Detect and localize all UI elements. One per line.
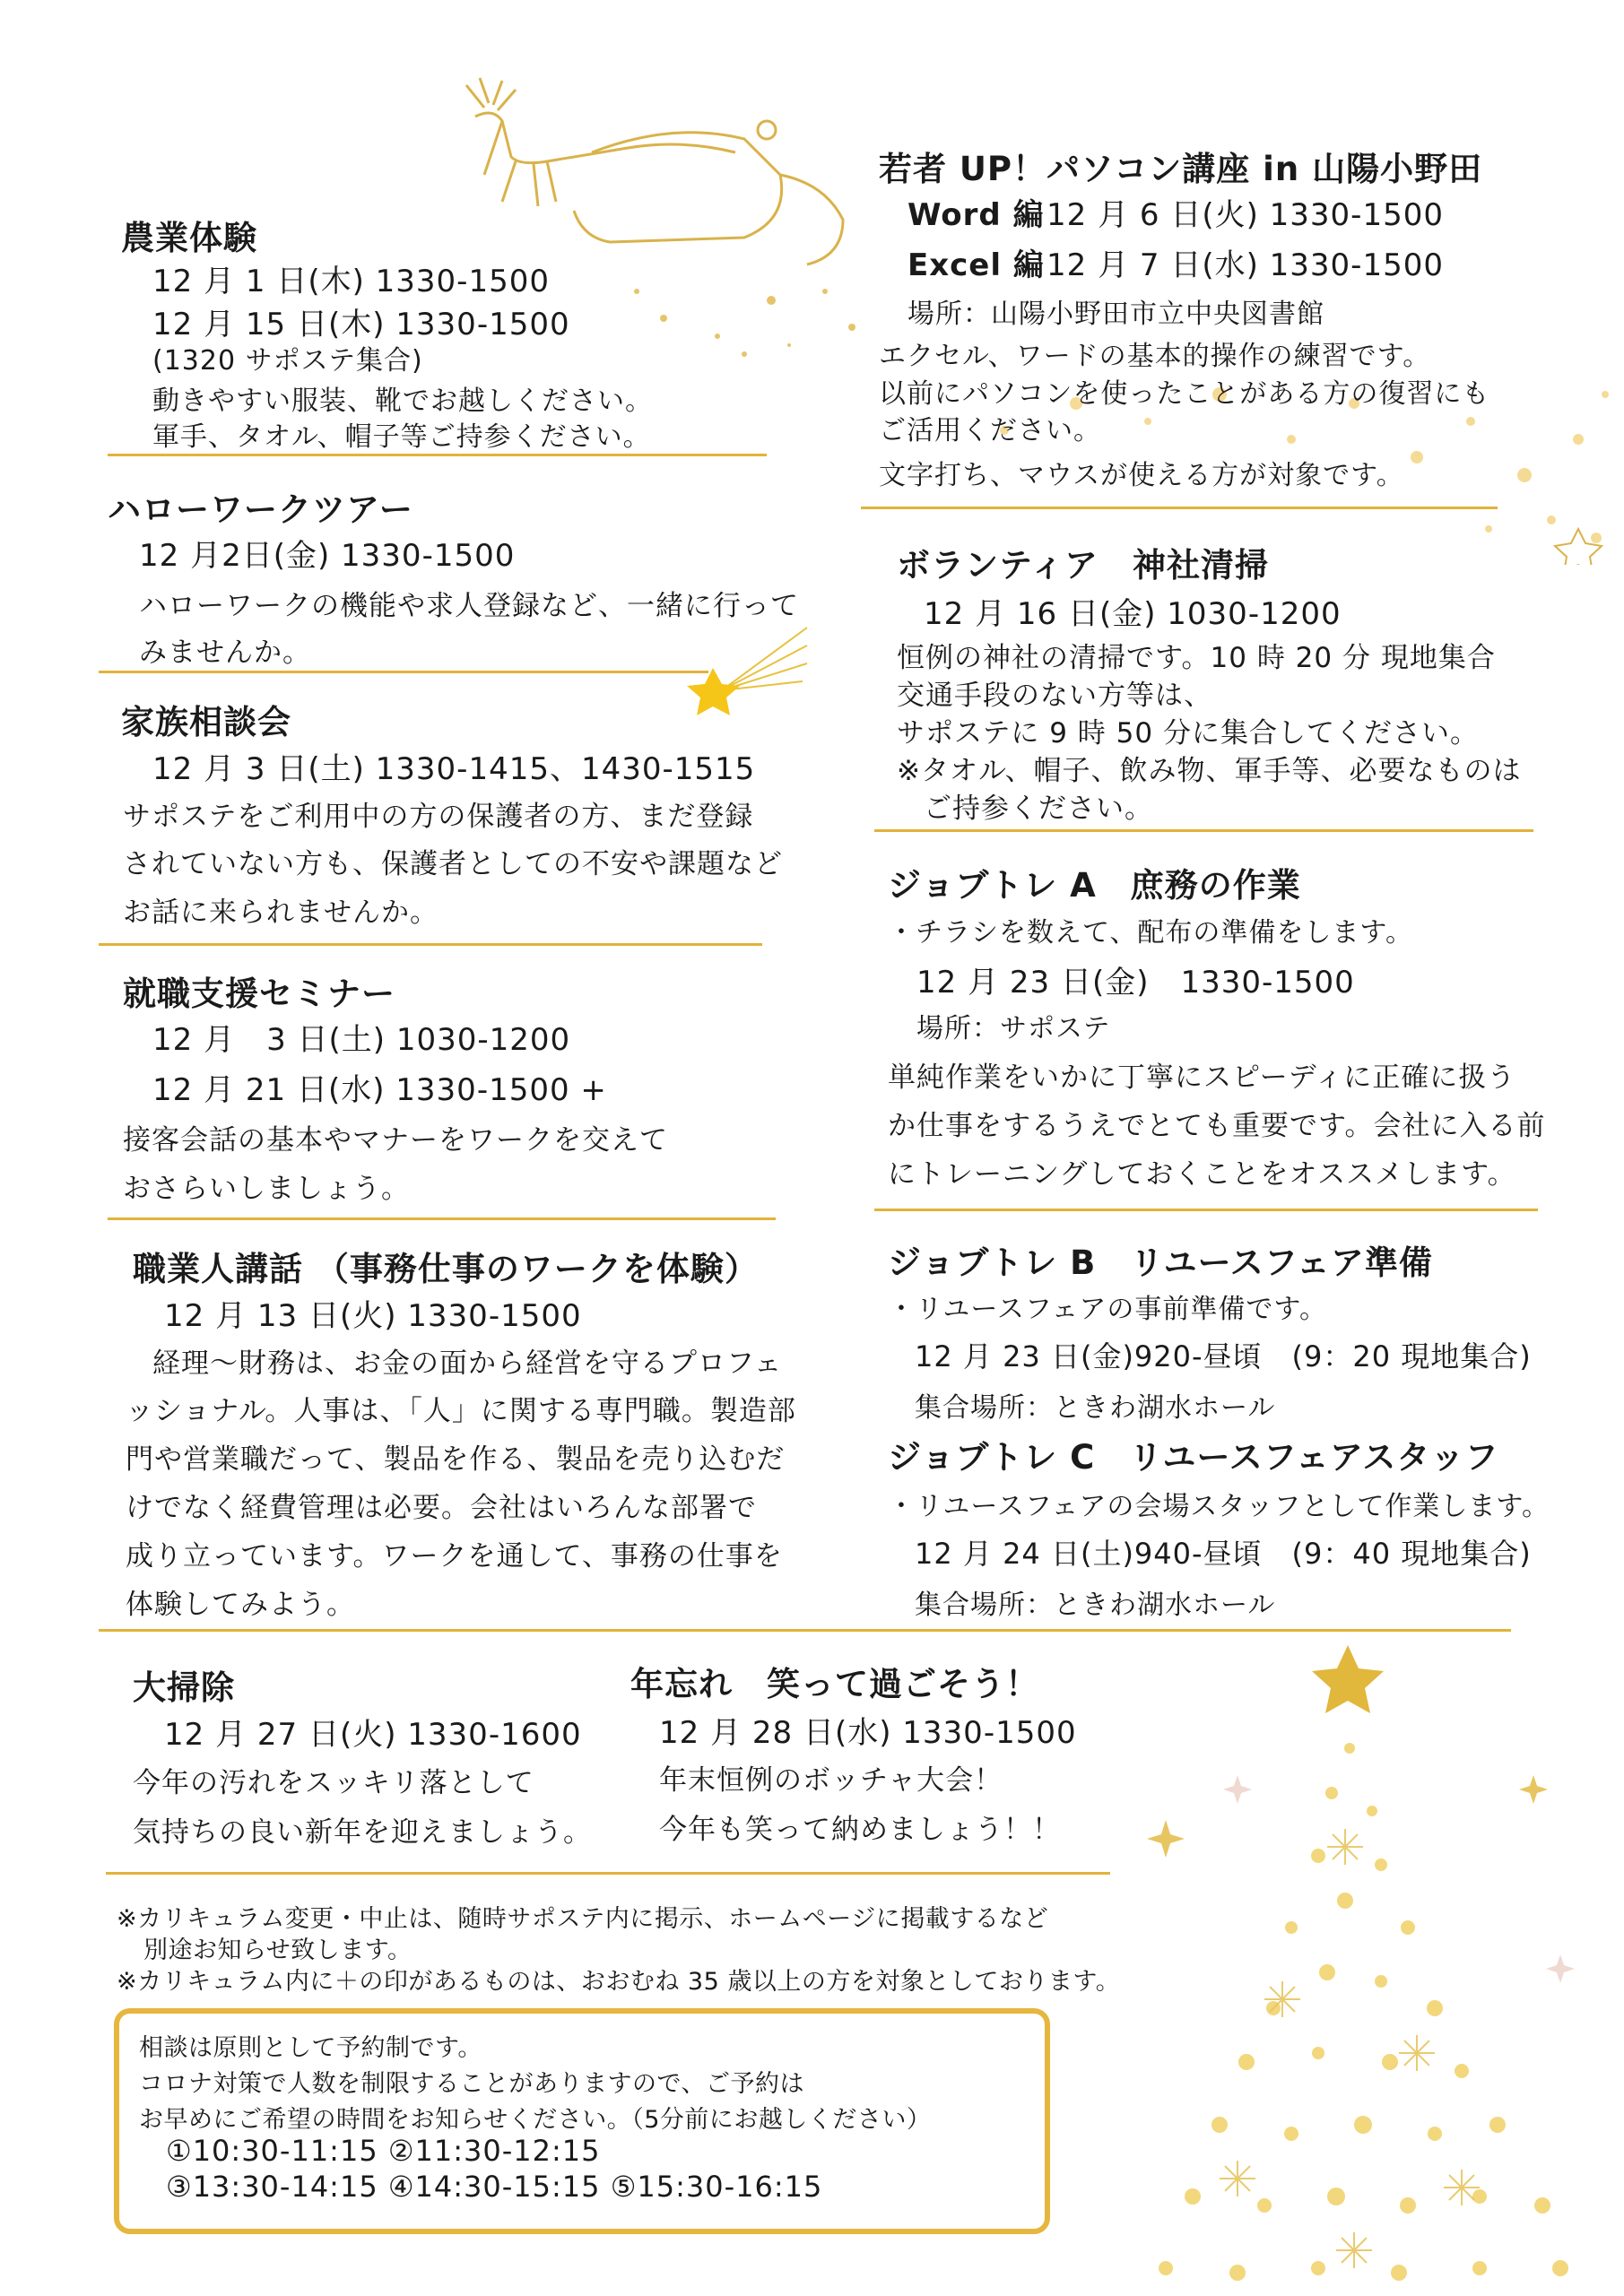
pc-text-4: 文字打ち、マウスが使える方が対象です。: [879, 460, 1404, 491]
job-c-place: 集合場所：ときわ湖水ホール: [915, 1590, 1276, 1621]
job-b-text-1: ・リユースフェアの事前準備です。: [888, 1294, 1327, 1325]
section-title-hellowork: ハローワークツアー: [108, 490, 413, 529]
talk-text-3: 門や営業職だって、製品を作る、製品を売り込むだ: [126, 1443, 786, 1476]
volunteer-text-1: 恒例の神社の清掃です。10 時 20 分 現地集合: [897, 642, 1496, 674]
section-title-agri: 農業体験: [121, 219, 257, 257]
yearend-date: 12 月 28 日(水) 1330-1500: [659, 1715, 1077, 1751]
cleaning-text-1: 今年の汚れをスッキリ落として: [133, 1767, 534, 1799]
talk-text-5: 成り立っています。ワークを通して、事務の仕事を: [126, 1540, 783, 1573]
agri-date-2: 12 月 15 日(木) 1330-1500: [152, 307, 570, 342]
pc-word-label: Word 編: [908, 197, 1045, 233]
reservation-text-3: お早めにご希望の時間をお知らせください。（5分前にお越しください）: [139, 2106, 932, 2134]
cleaning-date: 12 月 27 日(火) 1330-1600: [164, 1717, 582, 1753]
job-c-text-1: ・リユースフェアの会場スタッフとして作業します。: [888, 1491, 1550, 1522]
divider: [874, 829, 1533, 832]
talk-date: 12 月 13 日(火) 1330-1500: [164, 1298, 582, 1334]
divider: [106, 1872, 1110, 1875]
note-3: ※カリキュラム内に＋の印があるものは、おおむね 35 歳以上の方を対象としております。: [117, 1968, 1121, 1996]
hellowork-date: 12 月2日(金) 1330-1500: [139, 538, 516, 574]
divider: [874, 1209, 1538, 1211]
section-title-job-c: ジョブトレ C リユースフェアスタッフ: [888, 1438, 1499, 1477]
family-text-3: お話に来られませんか。: [123, 897, 439, 929]
agri-note-3: 軍手、タオル、帽子等ご持参ください。: [152, 421, 651, 453]
divider: [108, 1217, 776, 1220]
job-c-date: 12 月 24 日(土)940-昼頃 (9：40 現地集合): [915, 1537, 1532, 1571]
talk-text-2: ッショナル。人事は、「人」に関する専門職。製造部: [126, 1395, 796, 1427]
job-b-date: 12 月 23 日(金)920-昼頃 (9：20 現地集合): [915, 1339, 1532, 1373]
volunteer-text-5: ご持参ください。: [924, 793, 1153, 825]
agri-date-1: 12 月 1 日(木) 1330-1500: [152, 264, 550, 299]
divider: [861, 507, 1498, 509]
family-text-1: サポステをご利用中の方の保護者の方、まだ登録: [123, 801, 754, 833]
job-a-text-3: か仕事をするうえでとても重要です。会社に入る前: [888, 1110, 1546, 1142]
pc-place: 場所：山陽小野田市立中央図書館: [908, 299, 1324, 330]
pc-text-2: 以前にパソコンを使ったことがある方の復習にも: [879, 378, 1490, 410]
section-title-pc: 若者 UP！パソコン講座 in 山陽小野田: [879, 150, 1483, 188]
talk-text-1: 経理～財務は、お金の面から経営を守るプロフェ: [152, 1347, 783, 1380]
cleaning-text-2: 気持ちの良い新年を迎えましょう。: [133, 1816, 592, 1849]
hellowork-text-2: みませんか。: [139, 637, 311, 669]
job-b-place: 集合場所：ときわ湖水ホール: [915, 1392, 1276, 1424]
talk-text-4: けでなく経費管理は必要。会社はいろんな部署で: [126, 1492, 757, 1524]
section-title-yearend: 年忘れ 笑って過ごそう！: [630, 1665, 1039, 1703]
reservation-slots-2: ③13:30-14:15 ④14:30-15:15 ⑤15:30-16:15: [166, 2170, 823, 2204]
reservation-text-1: 相談は原則として予約制です。: [139, 2034, 482, 2062]
family-date: 12 月 3 日(土) 1330-1415、1430-1515: [152, 751, 756, 787]
section-title-talk: 職業人講話 （事務仕事のワークを体験）: [133, 1250, 759, 1288]
job-a-text-4: にトレーニングしておくことをオススメします。: [888, 1158, 1516, 1191]
job-a-place: 場所：サポステ: [916, 1013, 1111, 1044]
pc-text-3: ご活用ください。: [879, 415, 1101, 446]
note-1: ※カリキュラム変更・中止は、随時サポステ内に掲示、ホームページに掲載するなど: [117, 1905, 1049, 1933]
seminar-text-2: おさらいしましょう。: [123, 1173, 410, 1205]
job-a-text-2: 単純作業をいかに丁寧にスピーディに正確に扱う: [888, 1061, 1516, 1094]
volunteer-text-4: ※タオル、帽子、飲み物、軍手等、必要なものは: [897, 755, 1522, 787]
seminar-date-2: 12 月 21 日(水) 1330-1500 +: [152, 1072, 607, 1108]
volunteer-text-3: サポステに 9 時 50 分に集合してください。: [897, 717, 1479, 749]
agri-note-2: 動きやすい服装、靴でお越しください。: [152, 386, 653, 417]
section-title-volunteer: ボランティア 神社清掃: [897, 546, 1270, 585]
reservation-text-2: コロナ対策で人数を制限することがありますので、ご予約は: [139, 2070, 804, 2098]
section-title-seminar: 就職支援セミナー: [123, 975, 395, 1013]
yearend-text-2: 今年も笑って納めましょう！！: [659, 1814, 1061, 1846]
pc-excel-date: 12 月 7 日(水) 1330-1500: [1046, 247, 1444, 283]
family-text-2: されていない方も、保護者としての不安や課題など: [123, 848, 783, 880]
pc-text-1: エクセル、ワードの基本的操作の練習です。: [879, 341, 1431, 372]
section-title-job-b: ジョブトレ B リユースフェア準備: [888, 1243, 1433, 1282]
reservation-slots-1: ①10:30-11:15 ②11:30-12:15: [166, 2134, 601, 2168]
hellowork-text-1: ハローワークの機能や求人登録など、一緒に行って: [139, 590, 799, 622]
volunteer-date: 12 月 16 日(金) 1030-1200: [924, 596, 1342, 632]
yearend-text-1: 年末恒例のボッチャ大会！: [659, 1764, 1003, 1797]
seminar-text-1: 接客会話の基本やマナーをワークを交えて: [123, 1124, 668, 1157]
divider: [108, 454, 767, 456]
divider: [99, 671, 708, 673]
volunteer-text-2: 交通手段のない方等は、: [897, 680, 1212, 712]
job-a-date: 12 月 23 日(金) 1330-1500: [916, 965, 1355, 1001]
section-title-cleaning: 大掃除: [133, 1668, 235, 1707]
pc-word-date: 12 月 6 日(火) 1330-1500: [1046, 197, 1444, 233]
seminar-date-1: 12 月 3 日(土) 1030-1200: [152, 1022, 571, 1058]
divider: [99, 943, 762, 946]
section-title-family: 家族相談会: [121, 703, 291, 741]
job-a-text-1: ・チラシを数えて、配布の準備をします。: [888, 917, 1413, 949]
divider: [99, 1629, 1511, 1632]
note-2: 別途お知らせ致します。: [143, 1936, 413, 1964]
section-title-job-a: ジョブトレ A 庶務の作業: [888, 866, 1301, 905]
talk-text-6: 体験してみよう。: [126, 1589, 355, 1621]
agri-note-1: (1320 サポステ集合): [152, 345, 423, 377]
pc-excel-label: Excel 編: [908, 247, 1045, 283]
christmas-tree-icon: [1112, 1641, 1624, 2296]
